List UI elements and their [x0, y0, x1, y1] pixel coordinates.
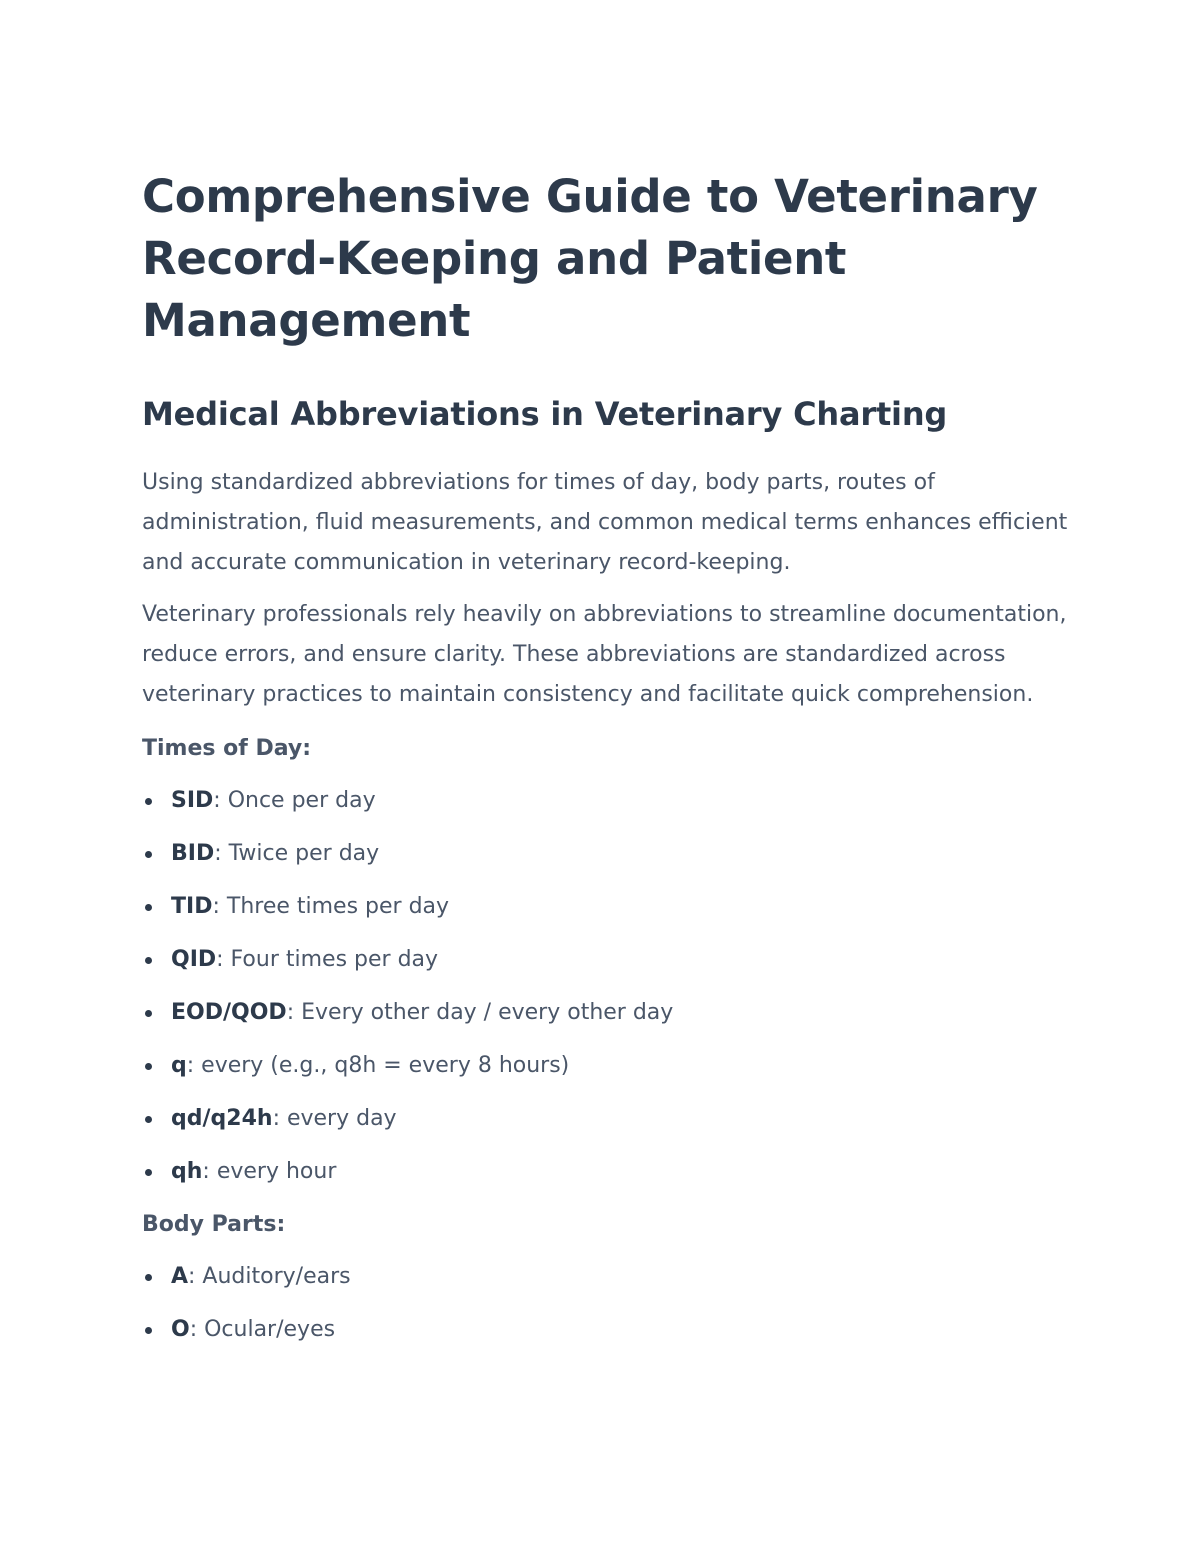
- bullet-icon: [145, 851, 152, 858]
- list-item: [142, 1152, 1072, 1192]
- bullet-icon: [145, 957, 152, 964]
- abbreviation-definition: : every day: [272, 1106, 397, 1131]
- list-item: [142, 940, 1072, 980]
- times-of-day-list: [142, 781, 1072, 1192]
- abbreviation-term: q: [171, 1053, 187, 1078]
- abbreviation-term: qh: [171, 1159, 203, 1184]
- abbreviation-definition: : Twice per day: [214, 841, 380, 866]
- abbreviation-definition: : Once per day: [213, 788, 376, 813]
- bullet-icon: [145, 904, 152, 911]
- abbreviation-definition: : Every other day / every other day: [286, 1000, 674, 1025]
- list-item: [142, 1046, 1072, 1086]
- list-item: [142, 887, 1072, 927]
- second-paragraph: Veterinary professionals rely heavily on abbreviations to streamline documentation, reduce errors, and ensure clarity. These abbreviations are standardized across veterinary practices to maintain consistency and facilitate quick comprehension.: [142, 602, 1067, 707]
- document-title: Comprehensive Guide to Veterinary Record-Keeping and Patient Management: [142, 170, 1038, 347]
- list-item: [142, 993, 1072, 1033]
- intro-paragraph: Using standardized abbreviations for times of day, body parts, routes of administration, fluid measurements, and common medical terms enhances efficient and accurate communication in veterinary record-keeping.: [142, 470, 1068, 575]
- list-item: [142, 1099, 1072, 1139]
- section-heading: Medical Abbreviations in Veterinary Charting: [142, 395, 948, 433]
- bullet-icon: [145, 1116, 152, 1123]
- times-of-day-label: Times of Day:: [142, 736, 312, 761]
- abbreviation-term: EOD/QOD: [171, 1000, 287, 1025]
- list-item: [142, 1310, 1072, 1350]
- abbreviation-definition: : Four times per day: [216, 947, 439, 972]
- bullet-icon: [145, 1010, 152, 1017]
- abbreviation-term: BID: [171, 841, 215, 866]
- abbreviation-definition: : every hour: [202, 1159, 337, 1184]
- bullet-icon: [145, 1274, 152, 1281]
- abbreviation-term: SID: [171, 788, 214, 813]
- abbreviation-definition: : Three times per day: [212, 894, 450, 919]
- abbreviation-definition: : every (e.g., q8h = every 8 hours): [186, 1053, 570, 1078]
- abbreviation-term: A: [171, 1264, 189, 1289]
- list-item: [142, 834, 1072, 874]
- body-parts-list: [142, 1257, 1072, 1350]
- bullet-icon: [145, 1169, 152, 1176]
- bullet-icon: [145, 1063, 152, 1070]
- abbreviation-term: qd/q24h: [171, 1106, 273, 1131]
- list-item: [142, 781, 1072, 821]
- list-item: [142, 1257, 1072, 1297]
- bullet-icon: [145, 1327, 152, 1334]
- abbreviation-term: O: [171, 1317, 190, 1342]
- abbreviation-term: QID: [171, 947, 217, 972]
- body-parts-label: Body Parts:: [142, 1212, 286, 1237]
- document-page: [142, 166, 1072, 1363]
- abbreviation-term: TID: [171, 894, 213, 919]
- abbreviation-definition: : Ocular/eyes: [189, 1317, 336, 1342]
- bullet-icon: [145, 798, 152, 805]
- abbreviation-definition: : Auditory/ears: [188, 1264, 351, 1289]
